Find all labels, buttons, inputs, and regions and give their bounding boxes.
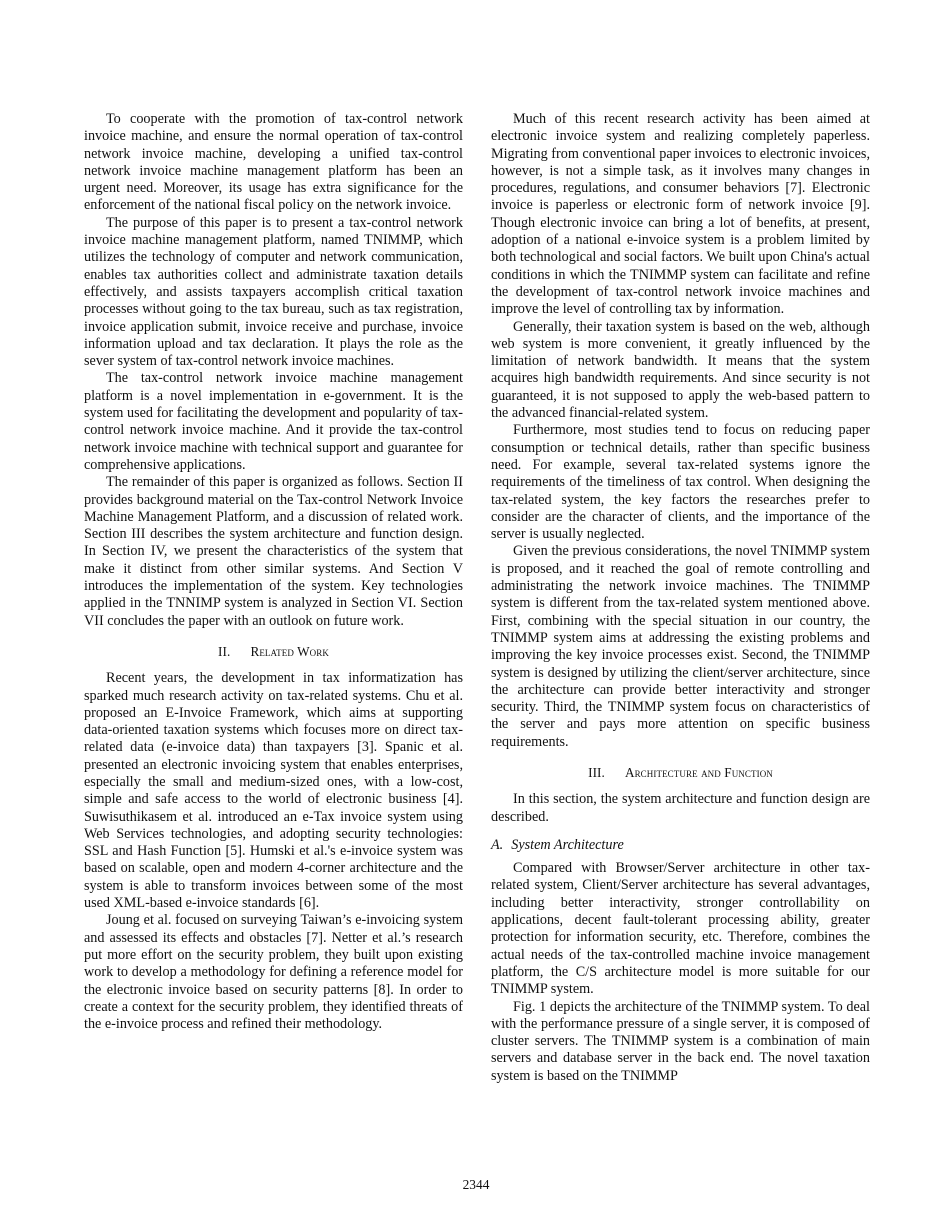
related-work-paragraph-5: Furthermore, most studies tend to focus on reducing paper consumption or technical details, rather than specific business need. For example, several tax-related systems ignore the requirements of the timeliness of tax control. When designing the tax-related system, the key factors the researches prefer to consider are the character of clients, and the importance of the server is usually neglected.: [491, 422, 870, 543]
subsection-title: System Architecture: [511, 836, 624, 853]
subsection-heading-system-architecture: [491, 837, 870, 854]
intro-paragraph-2: The purpose of this paper is to present a tax-control network invoice machine management platform, named TNIMMP, which utilizes the technology of computer and network communication, enables tax authorities collect and administrate taxation details effectively, and assists taxpayers accomplish critical taxation processes without going to the tax bureau, such as tax registration, invoice application submit, invoice receive and purchase, invoice information upload and tax declaration. It plays the role as the sever system of tax-control network invoice machines.: [84, 214, 463, 370]
related-work-paragraph-4: Generally, their taxation system is based on the web, although web system is more convenient, it greatly influenced by the limitation of network bandwidth. It means that the system acquires high bandwidth requirements. And since security is not guaranteed, it is not supposed to apply the web-based pattern to the advanced financial-related system.: [491, 318, 870, 422]
section-title: Architecture and Function: [624, 764, 773, 780]
architecture-intro-paragraph: In this section, the system architecture and function design are described.: [491, 791, 870, 825]
right-column: [491, 111, 870, 1085]
section-heading-related-work: [84, 643, 463, 660]
system-architecture-paragraph-1: Compared with Browser/Server architecture in other tax-related system, Client/Server architecture has several advantages, including better interactivity, stronger controllability on applications, decent fault-tolerant processing ability, greater protection for information security, etc. Therefore, combines the actual needs of the tax-controlled machine invoice management platform, the C/S architecture model is more suitable for our TNIMMP system.: [491, 860, 870, 998]
section-title: Related Work: [250, 643, 329, 659]
left-column: [84, 111, 463, 1033]
related-work-paragraph-3: Much of this recent research activity has been aimed at electronic invoice system and realizing completely paperless. Migrating from conventional paper invoices to electronic invoices, however, is not a simple task, as it involves many changes in procedures, regulations, and consumer behaviors [7]. Electronic invoice is paperless or electronic form of network invoice [9]. Though electronic invoice can bring a lot of benefits, at present, adoption of a national e-invoice system is a problem limited by both technological and social factors. We built upon China's actual conditions in which the TNIMMP system can facilitate and refine the development of tax-control network invoice machines and improve the level of controlling tax by information.: [491, 111, 871, 318]
related-work-paragraph-1: Recent years, the development in tax informatization has sparked much research activity on tax-related systems. Chu et al. proposed an E-Invoice Framework, which aims at supporting data-oriented taxation systems which focuses more on direct tax-related data (e-invoice data) than taxpayers [3]. Spanic et al. presented an electronic invoicing system that enables enterprises, especially the small and medium-sized ones, with a low-cost, simple and safe access to the world of electronic business [4]. Suwisuthikasem et al. introduced an e-Tax invoice system using Web Services technologies, and adopting security technologies: SSL and Hash Function [5]. Humski et al.'s e-invoice system was based on scalable, open and modern 4-corner architecture and the system is able to transform invoices between some of the most used XML-based e-invoice standards [6].: [84, 670, 463, 912]
section-number: III.: [588, 764, 605, 780]
intro-paragraph-3: The tax-control network invoice machine management platform is a novel implementation in e-government. It is the system used for facilitating the development and popularity of tax-control network invoice machine. And it provide the tax-control network invoice machine with technical support and guarantee for comprehensive applications.: [84, 370, 463, 473]
related-work-paragraph-2: Joung et al. focused on surveying Taiwan’s e-invoicing system and assessed its effects and obstacles [7]. Netter et al.’s research put more effort on the security problem, they built upon existing work to develop a methodology for defining a reference model for the electronic invoice based on security patterns [8]. In order to create a context for the security problem, they identified threats of the e-invoice process and refined their methodology.: [84, 912, 463, 1033]
section-heading-architecture: [491, 764, 870, 781]
system-architecture-paragraph-2: Fig. 1 depicts the architecture of the TNIMMP system. To deal with the performance pressure of a single server, it is composed of cluster servers. The TNIMMP system is a combination of main servers and database server in the back end. The novel taxation system is based on the TNIMMP: [491, 998, 870, 1084]
intro-paragraph-4: The remainder of this paper is organized as follows. Section II provides background material on the Tax-control Network Invoice Machine Management Platform, and a discussion of related work. Section III describes the system architecture and function design. In Section IV, we present the characteristics of the system that make it distinct from other similar systems. And Section V introduces the implementation of the system. Key technologies applied in the TNNIMP system is analyzed in Section VI. Section VII concludes the paper with an outlook on future work.: [84, 474, 463, 629]
section-number: II.: [218, 643, 231, 659]
intro-paragraph-1: To cooperate with the promotion of tax-control network invoice machine, and ensure the normal operation of tax-control network invoice machine, developing a unified tax-control network invoice machine management platform has been an urgent need. Moreover, its usage has extra significance for the enforcement of the national fiscal policy on the network invoice.: [84, 111, 463, 214]
subsection-number: A.: [491, 836, 504, 853]
page-number: 2344: [462, 1177, 490, 1192]
related-work-paragraph-6: Given the previous considerations, the novel TNIMMP system is proposed, and it reached the goal of remote controlling and administrating the network invoice machines. The TNIMMP system is different from the tax-related system mentioned above. First, combining with the special situation in our country, the TNIMMP system aims at addressing the existing problems and improving the key invoice processes exist. Second, the TNIMMP system is designed by utilizing the client/server architecture, since the architecture can provide better interactivity and stronger security. Third, the TNIMMP system focus on characteristics of the server and pays more attention on specific business requirements.: [491, 543, 870, 750]
